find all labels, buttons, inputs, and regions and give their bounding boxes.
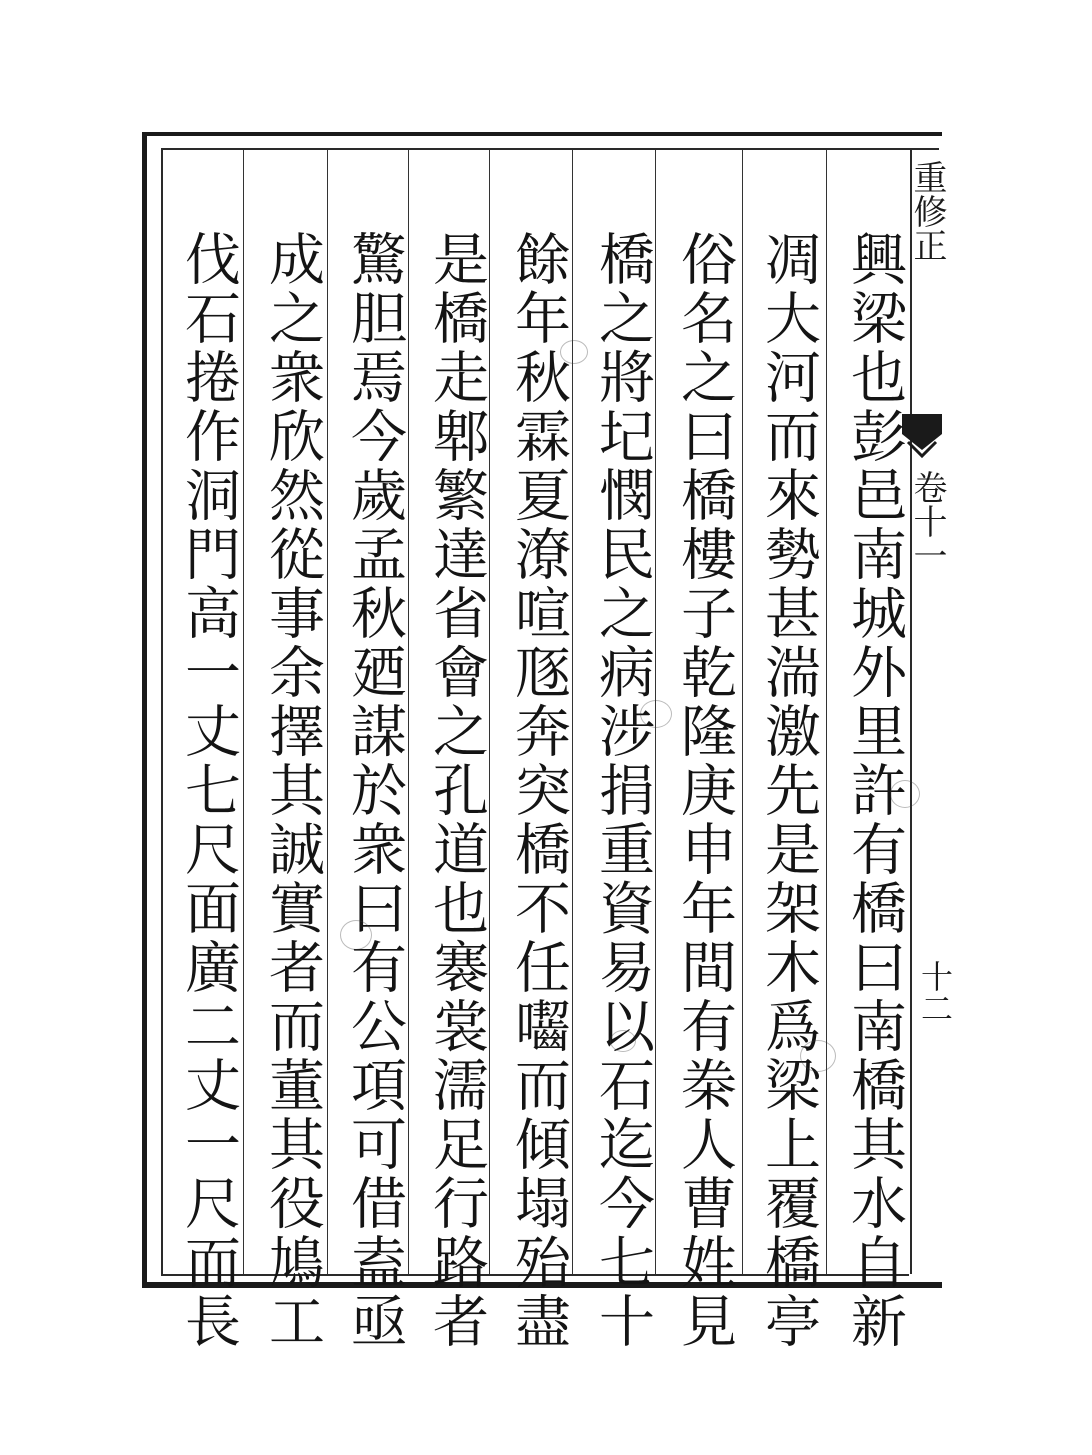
column-divider xyxy=(327,150,328,1274)
banner-column xyxy=(907,150,947,1274)
banner-title: 重修正 xyxy=(907,160,947,262)
page-number: 十二 xyxy=(916,960,954,1024)
paper-stain xyxy=(800,1040,836,1072)
paper-stain xyxy=(340,920,372,950)
text-column-9: 伐石捲作洞門高一丈七尺面廣二丈一尺而長 xyxy=(176,230,241,1351)
column-divider xyxy=(572,150,573,1274)
column-divider xyxy=(742,150,743,1274)
text-column-4: 橋之將圮憫民之病涉捐重資易以石迄今七十 xyxy=(590,230,655,1351)
inner-rule-top xyxy=(161,148,939,150)
paper-stain xyxy=(640,700,672,728)
paper-stain xyxy=(610,1030,636,1052)
banner-chapter: 卷十一 xyxy=(907,470,947,572)
text-column-2: 凋大河而來勢甚湍激先是架木爲梁上覆橋亭 xyxy=(756,230,821,1351)
paper-stain xyxy=(560,340,588,364)
text-column-3: 俗名之曰橋樓子乾隆庚申年間有桊人曹姓見 xyxy=(672,230,737,1351)
column-divider xyxy=(408,150,409,1274)
column-divider xyxy=(243,150,244,1274)
text-column-1: 興梁也彭邑南城外里許有橋曰南橋其水自新 xyxy=(842,230,907,1351)
column-divider xyxy=(489,150,490,1274)
column-divider xyxy=(826,150,827,1274)
text-column-6: 是橋走郫繁達省會之孔道也褰裳濡足行路者 xyxy=(424,230,489,1351)
paper-stain xyxy=(890,780,920,808)
text-column-7: 驚胆焉今歲孟秋廼謀於衆曰有公項可借盍亟 xyxy=(342,230,407,1351)
inner-rule-left xyxy=(161,148,163,1276)
text-column-8: 成之衆欣然從事余擇其誠實者而董其役鳩工 xyxy=(260,230,325,1351)
text-column-5: 餘年秋霖夏潦喧豗奔突橋不任囓而傾塌殆盡 xyxy=(506,230,571,1351)
